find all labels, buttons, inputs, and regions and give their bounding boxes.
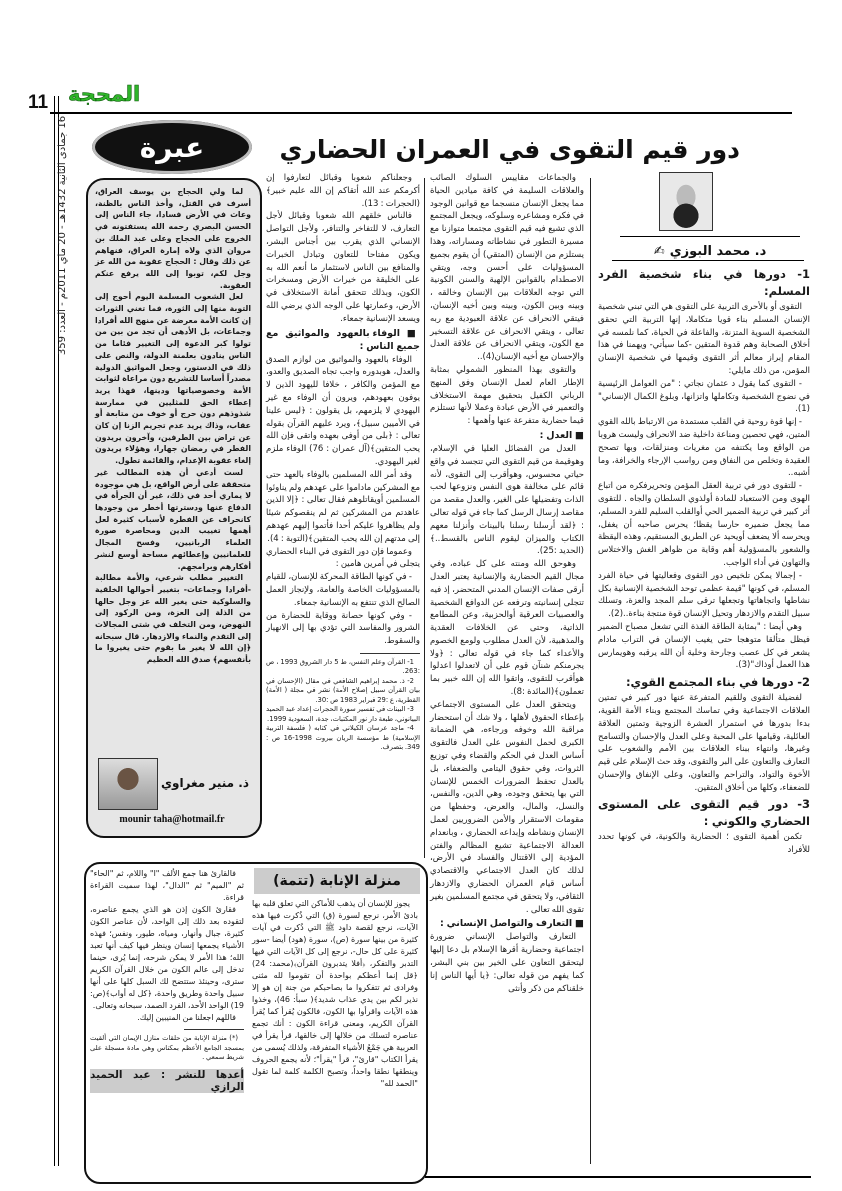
ibra-text [95,186,251,666]
paragraph: التقوى أو بالأحرى التربية على التقوى هي التي تبني شخصية الإنسان المسلم بناء قويا متكاملا، إنها التربية التي تحقق الشخصية السوية المتزنة، والفاعلة في الحياة، كما نلمسه في أخلاق الصحابة وهم قدوة المتقين -كما سيأتي- ويهمنا في هذا المقام إبراز معالم أثر التقوى وقيمها في شخصية الإنسان المؤمن، من ذلك مايلي: [598,302,810,376]
ibra-email[interactable]: mounir taha@hotmail.fr [119,814,225,825]
paragraph: وهي أيضا : "بمثابة الطاقة الفذة التي تشعل مصباح الضمير فيظل متألقا متوهجا حتى يغيب الإنسان في التراب مادام يشعر في كل عصب وجارحة وخلية أن الله يرقبه وهويمارس هذا العمل أوذاك"(3). [598,621,810,671]
column-divider [590,178,591,1164]
pen-icon: ✍ [653,244,665,259]
publication-logo: المحجة [68,82,141,106]
article-author-line [610,240,810,259]
article-title: دور قيم التقوى في العمران الحضاري [279,135,740,164]
page-number: 11 [28,92,49,113]
footnote-separator [184,1029,244,1030]
article-author-photo [659,172,713,231]
paragraph: والتقوى بهذا المنظور الشمولي بمثابة الإطار العام لعمل الإنسان وفق المنهج الرباني الكفيل بتحقيق مهمة الاستخلاف والتعمير في الأرض عبادة وعملا لأنها تستلزم قيما حضارية متفرعة عنها وأهمها : [430,364,584,427]
footnote: 1- القرآن وعلم النفس، ط 5 دار الشروق 1993 ، ص :263. [266,657,420,676]
paragraph: - وفي كونها حصانة ووقاية للحضارة من الشرور والمفاسد التي تؤدي بها إلى الانهيار والسقوط. [266,610,420,647]
paragraph: - في كونها الطاقة المحركة للإنسان، للقيام بالمسؤوليات الخاصة والعامة، ولإنجاز العمل الصالح الذي تنتفع به الإنسانية جمعاء. [266,572,420,608]
paragraph: - للتقوى دور في تربية العقل المؤمن وتحريرفكره من اتباع الهوى ومن الاستعباد للمادة أولذوي السلطان والجاه . للتقوى أثر كبير في تربية الضمير الحي أوالقلب السليم للفرد المسلم، مما يجعل ضميره حارسا يقظا؛ يحرس صاحبه أن يغفل، ويحرسه ألا يضعف أويحيد عن الطريق المستقيم، وهذه اليقظة والشعور بالمسؤولية أهم وقاية من ظواهر الغش والاختلاس والتهاون في أداء الواجب. [598,481,810,568]
section-heading: ■ العدل : [430,429,584,442]
paragraph: - التقوى كما يقول د عثمان نجاتي : "من العوامل الرئيسية في نضوج الشخصية وتكاملها واتزانها، وبلوغ الكمال الإنساني"(1). [598,378,810,415]
paragraph: لست أدعي أن هذه المطالب غير متحققة على أرض الواقع، بل هي موجودة لا يماري أحد في ذلك، غير أن الجرأة في الدفاع عنها ودسترتها أخطر من وجودها كانحراف عن الفطرة لأسباب كثيرة لعل أهمها تغييب الدين ومحاصرة صورة العلماء الربانيين، وفسح المجال للعلمانيين وإعطائهم مساحة أوسع لنشر أفكارهم وبرامجهم. [95,467,251,571]
section-heading: ■ الوفاء بالعهود والمواثيق مع جميع الناس : [266,327,420,353]
article-column-3 [266,172,420,753]
paragraph: فالناس خلقهم الله شعوبا وقبائل لأجل التعارف، لا للتفاخر والتنافر، ولأجل التواصل الإنساني الذي يقرب بين أجناس البشر، ويكون مفتاحا للتعاون وتبادل الخبرات والمنافع بين الناس لاستثمار ما أنعم الله به على الخليقة من خيرات الأرض ومسخرات الكون، وبذلك تتحقق أمانة الاستخلاف في الأرض، وعمارتها على الوجه الذي يرضي الله ويسعد الإنسانية جمعاء. [266,211,420,324]
inaba-title-bar [254,868,420,894]
author-rule-top [620,236,800,237]
paragraph: يجوز للإنسان أن يذهب للأماكن التي تعلق قلبه بها بادئ الأمر، نرجع لسورة (ق) التي ذُكرت فيها هذه الآيات، نرجع لقصة داود ﷺ التي ذُكرت في آيات كثيرة من بينها سورة (ص)، سورة (هود) أيضا -سور كثيرة على كل حال-، نرجع إلى كل الآيات التي فيها التدبر والتفكر، ﴿أفلا يتدبرون القرآن﴾(محمد: 24) ﴿قل إنما أعظكم بواحدة أن تقوموا لله مثنى وفرادى ثم تتفكروا ما بصاحبكم من جنة إن هو إلا نذير لكم بين يدي عذاب شديد﴾( سبأ: 46)، وخذوا هذه الآيات واقرأوا بها الكون، فالكون يُقرأ كما يُقرأ القرآن الكريم، ومعنى قراءة الكون : أنك تجمع عناصره لتسلك من خلالها إلى خالقها، قرأ يقرأ في العربية هي جَمْعُ الأشياء المتفرقة، ولذلك يُسمى من يقرأ الكتاب "قارئ"، قرأ "يقرأ"؛ لأنه يجمع الحروف وينطقها نطقا واحداً، وتصبح الكلمة كلمة لما تقول "الحمد لله" [252,899,418,1088]
paragraph: التغيير مطلب شرعي، والأمة مطالبة -أفرادا وجماعات- بتغيير أحوالها الخلقية والسلوكية حتى يغير الله عز وجل حالها من الذلة إلى العزة، ومن الركود إلى النهوض، ومن التخلف في شتى المجالات إلى التقدم والنماء والازدهار. قال سبحانه ﴿إن الله لا يغير ما بقوم حتى يغيروا ما بأنفسهم﴾ صدق الله العظيم [95,573,251,665]
section-heading: 1- دورها في بناء شخصية الفرد المسلم: [598,267,810,298]
header-rule [50,112,792,114]
paragraph: وجعلناكم شعوبا وقبائل لتعارفوا إن أكرمكم عند الله أتقاكم إن الله عليم خبير﴾(الحجرات : 13). [266,173,420,209]
paragraph: لما ولي الحجاج بن يوسف العراق، أسرف في القتل، وأخذ الناس بالظنة، وعاث في الأرض فسادا، جاء الناس إلى الحسن البصري رحمه الله يستفتونه في الخروج على الحجاج وعلى عبد الملك بن مروان الذي ولاه إمارة العراق، فنهاهم عن ذلك وقال : الحجاج عقوبة من الله عز وجل لكم، توبوا إلى الله يرفع عنكم العقوبة. [95,187,251,290]
inaba-column-1 [252,898,418,1090]
paragraph: التعارف والتواصل الإنساني ضرورة اجتماعية وحضارية أقرها الإسلام بل دعا إليها ليتحقق التعاون على الخير بين بني البشر، كما يفهم من قوله تعالى: ﴿يا أيها الناس إنا خلقناكم من ذكر وأنثى [430,932,584,994]
footnote: 4- ماجد عرسان الكيلاني في كتابه ( فلسفة التربية الإسلامية) ط مؤسسة الريان بيروت 1998-16 ص : 349. بتصرف. [266,724,420,752]
paragraph: العدل من الفضائل العليا في الإسلام، وهوقيمة من قيم التقوى التي تتجسد في واقع حياتي محسوس، وهوأقرب إلى التقوى، لأنه قائم على مخالفة هوى النفس ونزوعها لحب الذات وتفضيلها على الغير، والعدل مقصد من مقاصد إرسال الرسل كما جاء في قوله تعالى : ﴿لقد أرسلنا رسلنا بالبينات وأنزلنا معهم الكتاب والميزان ليقوم الناس بالقسط..﴾(الحديد :25). [430,443,584,557]
footnote: 3- البينات في تفسير سورة الحجرات إعداد عبد الحميد البيانوني، طبعة دار نور المكتبات، جدة، السعودية 1999. [266,705,420,723]
paragraph: والجماعات مقاييس السلوك الصائب والعلاقات السليمة في كافة ميادين الحياة مما يجعل الإنسان منسجما مع قوانين الوجود في فكره ومشاعره وسلوكه، ويجعل المجتمع الذي تشيع فيه قيم التقوى مجتمعا متوازنا مع مسيرة التطور في نشاطاته ومساراته، وهذا يستلزم من الإنسان (المتقي) أن يقوم بجميع المسؤوليات على أحسن وجه، ويتقي الاصطدام بالقوانين الإلهية والسنن الكونية التي توجه العلاقات بين الإنسان وخالقه ، وبينه وبين الكون، وبينه وبين أخيه الإنسان، فيتقي الانحراف عن علاقة العبودية مع ربه تعالى ، ويتقي الانحراف عن علاقة التسخير مع الكون، ويتقي الانحراف عن علاقة العدل والإحسان مع أخيه الإنسان(4).. [430,173,584,363]
article-author: د. محمد البوزي [669,244,767,259]
paragraph: فقارئ الكون إذن هو الذي يجمع عناصره، لتقوده بعد ذلك إلى الواحد، لأن عناصر الكون كثيرة، جبال وأنهار، ومياه، طيور، ونفس؛ فهذه الأشياء يجمعها إنسان وينظر فيها كيف أنها تعبد الله؛ هذا الأمر لا يمكن شرحه، إنما يُرى، حينما تدخل إلى عالم الكون من خلال القرآن الكريم سترى، وحينئذ ستتضح لك السبل كلها على أنها سبيل واحدة وطريق واحدة، ﴿كل له أواب﴾(ص: 19) الواحد الأحد، الفرد الصمد، سبحانه وتعالى. [90,905,244,1010]
paragraph: لفضيلة التقوى وللقيم المتفرعة عنها دور كبير في تمتين العلاقات الاجتماعية وفي تماسك المجتمع وبناء الأمة القوية، بدءا بدورها في استمرار العشرة الزوجية وتمتين العلاقة العائلية، وقيامها على المحبة وعلى العدل والإحسان والتسامح وغيرها، وانتهاء ببناء العلاقات بين الأمم والشعوب على التعارف والتعاون على البر والتقوى، وقد حث الإسلام على قيم الأخوة والتواد، والتراحم والتعاون، وعلى الإنفاق والإحسان للضعفاء، وكلها من أخلاق المتقين. [598,693,810,793]
ibra-badge [92,120,252,174]
paragraph: - إنها قوة روحية في القلب مستمدة من الارتباط بالله القوي المتين، فهي تحصين ومناعة داخلية ضد الانحراف وليست هروبا من الواقع وما يكتنفه من مغريات ومنزلقات، وبها تصحح العقيدة وتخلص من النفاق ومن رواسب الإرجاء والخرافة، وما أشبه.. [598,417,810,479]
paragraph: فاللهم اجعلنا من المنيبين إليك. [137,1013,236,1022]
paragraph: الوفاء بالعهود والمواثيق من لوازم الصدق والعدل، هوبدوره واجب تجاه الصديق والعدو، مع المؤمن والكافر ، خلافا لليهود الذين لا يوفون بعهودهم، ويرون أن الوفاء مع غير اليهودي لا يلزمهم، بل يقولون : ﴿ليس علينا في الأميين سبيل﴾، ويرد عليهم القرآن بقوله تعالى : ﴿بلى من أوفى بعهده واتقى فإن الله يحب المتقين﴾(آل عمران : 76) الوفاء ملزم لغير اليهودي. [266,354,420,467]
paragraph: فالقارئ هنا جمع الألف "ا" واللام، ثم "الحاء" ثم "الميم" ثم "الدال"، لهذا سميت القراءة قراءة. [90,869,244,902]
article-column-1 [598,264,810,857]
ibra-author: ذ. منير مغراوي [160,776,249,790]
footnote: (*) منزلة الإنابة من حلقات منازل الإيمان التي ألقيت بمسجد الجامع الأعظم بمكناس وهي مادة مسجلة على شريط سمعي . [90,1034,244,1061]
date-strip: 16 جمادى الثانية 1432هـ - 20 ماي 2011م - العدد: 359 [57,115,68,356]
inaba-column-2 [90,868,244,1093]
article-column-2 [430,172,584,995]
footnote-separator [360,653,420,654]
inaba-credit-bar [90,1069,244,1093]
section-heading: ■ التعارف والتواصل الإنساني : [430,917,584,930]
ibra-badge-label: عبرة [139,130,205,164]
paragraph: تكمن أهمية التقوى ؛ الحضارية والكونية، في كونها تحدد للأفراد [598,832,810,856]
inaba-credit: أعدها للنشر : عبد الحميد الرازي [90,1068,244,1093]
paragraph: لعل الشعوب المسلمة اليوم أحوج إلى التوبة منها إلى الثورة، فما تغني الثورات إن كانت الأمة معرضة عن منهج الله أفرادا وجماعات، بل الأدهى أن تجد من بين من تولوا كبر الدعوة إلى التغيير فئاما من الناس ينادون بعلمنة الدولة، والنص على ذلك في الدستور، وجعل المواثيق الدولية مصدراً أساسا للتشريع دون مراعاة لثوابت الأمة وخصوصياتها ودينها، فهذا يريد إعطاء الحق للمثليين في ممارسة شذوذهم دون حرج أو خوف من متابعة أو عقاب، وذاك يريد عدم تجريم الزنا إن كان عن تراض بين الطرفين، وآخرون يريدون الفطر في رمضان جهارا، وهؤلاء يريدون إلغاء عقوبة الإعدام، والقائمة تطول. [95,292,251,466]
paragraph: - إجمالا يمكن تلخيص دور التقوى وفعاليتها في حياة الفرد المسلم، في كونها "قيمة عظمى توحد الشخصية الإنسانية بكل نشاطها واتجاهاتها وتجعلها ترقى سلم المجد والعزة، وتسلك سبيل التقدم والازدهار وتحيل الإنسان قوة منتجة بناءة..(2). [598,570,810,620]
paragraph: وقد أمر الله المسلمين بالوفاء بالعهد حتى مع المشركين ماداموا على عهدهم ولم يناوئوا المسلمين أويقاتلوهم فقال تعالى : ﴿إلا الذين عاهدتم من المشركين ثم لم ينقصوكم شيئا ولم يظاهروا عليكم أحدا فأتموا إليهم عهدهم إلى مدتهم إن الله يحب المتقين﴾(التوبة : 4). [266,469,420,544]
paragraph: وعموما فإن دور التقوى في البناء الحضاري يتجلى في أمرين هامين : [266,546,420,570]
section-heading: 2- دورها في بناء المجتمع القوي: [625,675,810,690]
ibra-author-photo [98,758,158,810]
author-rule-bottom [612,260,804,261]
section-heading: 3- دور قيم التقوى على المستوى الحضاري والكوني : [598,797,810,829]
paragraph: وهوحق الله ومنته على كل عباده، وفي مجال القيم الحضارية والإنسانية يعتبر العدل أرقى صفات الإنسان المدني المتحضر، إذ فيه تتجلى إنسانيته وترفعه عن الدوافع الشخصية والعصبيات العرقية أوالحزبية، وعن المطامع الذاتية، وحتى عن الخلافات العقدية والمذهبية، لأن العدل مطلوب ولومع الخصوم والأعداء كما جاء في قوله تعالى : ﴿ولا يجرمنكم شنآن قوم على أن لاتعدلوا اعدلوا هوأقرب للتقوى، واتقوا الله إن الله خبير بما تعملون﴾(المائدة :8). [430,559,584,698]
column-divider [424,178,425,858]
paragraph: ويتحقق العدل على المستوى الاجتماعي بإعطاء الحقوق لأهلها ، ولا شك أن استحضار مراقبة الله وخوفه ورجاءه، هي الضمانة الكبرى لحمل النفوس على العدل فالتقوى أساس العدل في الحكم والقضاء وفي توزيع الثروات، وفي حقوق اليتامى والضعفاء، بل بالعدل تحفظ الضرورات الخمس للإنسان التي بها يتحقق وجوده، وهي الدين، والنفس، والنسل، والمال، والعرض، وحفظها من مقومات الاستقرار والأمن الضروريين لعمل الإنسان ونشاطه وإبداعه الحضاري ، وبانعدام العدالة الاجتماعية تشيع المظالم والفتن المؤدية إلى الاقتتال والفساد في الأرض، لذلك كان العدل الاجتماعي والاقتصادي أساس قيام العمران الحضاري والازدهار الثقافي، ولا يتحقق في مجتمع المسلمين بغير تقوى الله تعالى . [430,699,584,915]
inaba-title: منزلة الإنابة (تتمة) [273,873,401,889]
footnote: 2- ذ. محمد إبراهيم الشافعي في مقال (الإحسان في بيان القرآن سبيل إصلاح الأمة) نشر في مجلة ( الأمة) القطرية، ع :29 فبراير 1983 ص :30. [266,676,420,704]
article-bottom-rule [425,1176,811,1178]
